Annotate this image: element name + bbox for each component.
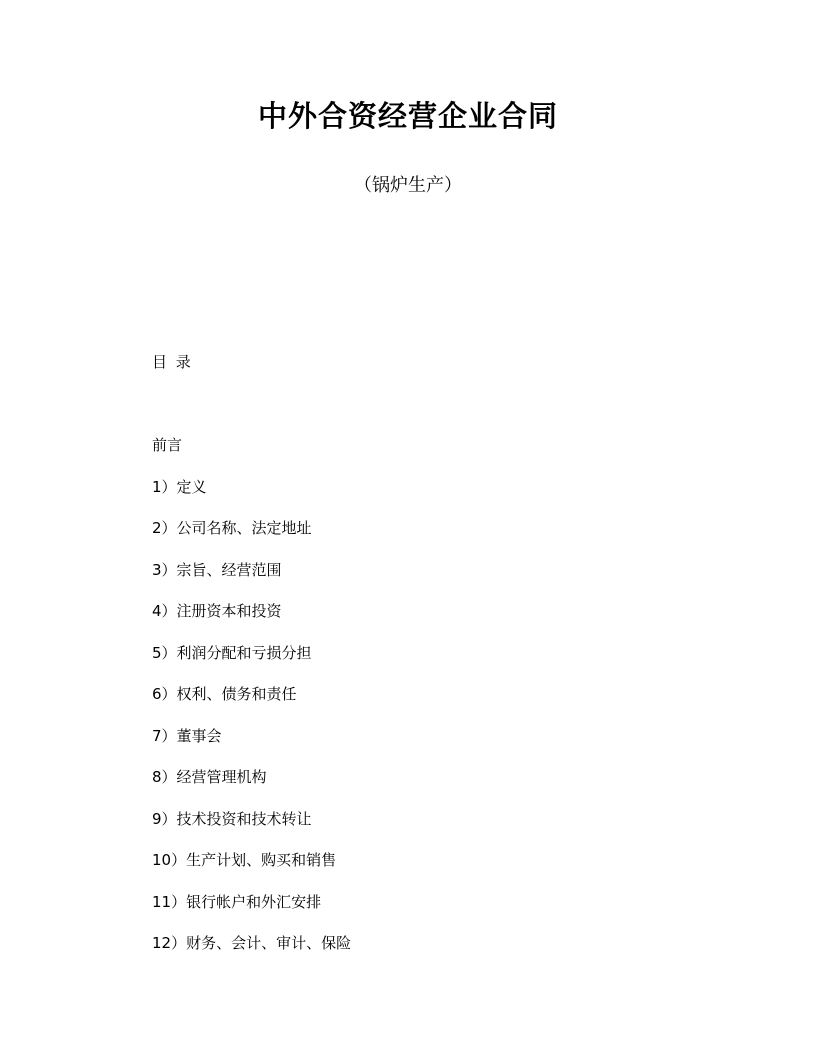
toc-item-9: 9）技术投资和技术转让 [152,809,312,828]
document-subtitle: （锅炉生产） [354,175,462,196]
toc-item-4: 4）注册资本和投资 [152,602,282,620]
toc-item-8: 8）经营管理机构 [152,768,267,786]
toc-item-preface: 前言 [152,436,183,454]
document-title: 中外合资经营企业合同 [257,99,558,133]
toc-item-11: 11）银行帐户和外汇安排 [152,892,322,911]
toc-heading: 目 录 [152,353,191,371]
toc-item-5: 5）利润分配和亏损分担 [152,643,312,662]
toc-item-1: 1）定义 [152,477,207,496]
toc-item-2: 2）公司名称、法定地址 [152,519,312,537]
toc-item-10: 10）生产计划、购买和销售 [152,851,337,869]
toc-item-3: 3）宗旨、经营范围 [152,560,282,579]
toc-item-7: 7）董事会 [152,726,222,745]
table-of-contents [152,433,351,973]
toc-item-6: 6）权利、债务和责任 [152,685,297,703]
toc-item-12: 12）财务、会计、审计、保险 [152,934,352,952]
